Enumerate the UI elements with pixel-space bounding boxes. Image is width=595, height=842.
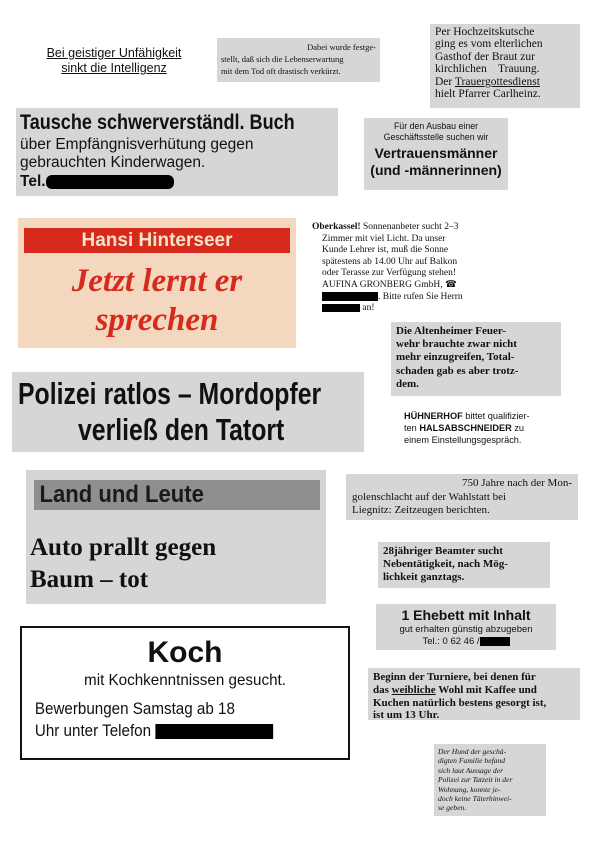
- clip-text: wehr brauchte zwar nicht: [396, 338, 517, 351]
- red-banner: [24, 228, 290, 253]
- redaction-bar: [46, 175, 174, 189]
- clip-text: stellt, daß sich die Lebenserwartung: [221, 54, 344, 64]
- clipping-hund: [434, 744, 546, 816]
- clip-text: Für den Ausbau einer: [393, 121, 479, 131]
- clip-text: AUFINA GRONBERG GmbH, ☎: [322, 279, 457, 290]
- clip-headline: Auto prallt gegen: [30, 534, 217, 561]
- redaction-bar: [155, 724, 273, 739]
- clip-text-underlined: Trauergottesdienst: [454, 75, 540, 88]
- clipping-huehnerhof: [404, 410, 584, 454]
- clip-headline: verließ den Tatort: [78, 412, 285, 447]
- clip-text: bittet qualifizier-: [465, 411, 530, 421]
- clip-text-bold: HALSABSCHNEIDER: [419, 423, 512, 433]
- clip-text: gebrauchten Kinderwagen.: [20, 154, 206, 171]
- clip-text: sich laut Aussage der: [438, 765, 504, 775]
- clip-headline: sprechen: [95, 302, 219, 338]
- clip-text: mit Kochkenntnissen gesucht.: [84, 672, 286, 689]
- clipping-polizei-ratlos: [12, 372, 364, 452]
- clip-text: Die Altenheimer Feuer-: [396, 325, 506, 337]
- clip-text: Nebentätigkeit, nach Mög-: [383, 558, 508, 571]
- clip-text: Gasthof der Braut zur: [435, 50, 535, 63]
- clipping-vertrauensmaenner: [364, 118, 508, 190]
- clip-text: ging es vom elterlichen: [435, 38, 543, 51]
- clip-text: Bewerbungen Samstag ab 18: [34, 700, 235, 718]
- clip-text: gut erhalten günstig abzugeben: [399, 624, 533, 635]
- clip-text: Zimmer mit viel Licht. Da unser: [322, 233, 446, 244]
- clip-text: über Empfängnisverhütung gegen: [20, 136, 254, 153]
- clipping-turniere: [368, 668, 580, 720]
- grey-banner: [34, 480, 320, 510]
- redaction-bar: [322, 292, 378, 301]
- clipping-feuerwehr: [391, 322, 561, 396]
- clip-text: dem.: [396, 377, 419, 390]
- clip-text: Polizei zur Tatzeit in der: [438, 775, 513, 785]
- clip-headline: 1 Ehebett mit Inhalt: [401, 607, 531, 623]
- clip-text: Wohl mit Kaffee und: [438, 683, 537, 696]
- clipping-hinterseer: [18, 218, 296, 348]
- clipping-koch: [20, 626, 350, 760]
- clip-text: kirchlichen Trauung.: [435, 63, 540, 76]
- clipping-lebenserwartung: [217, 38, 380, 82]
- redaction-bar: [480, 637, 510, 646]
- clipping-intelligence: [34, 46, 194, 86]
- clip-text: Kuchen natürlich bestens gesorgt ist,: [373, 696, 547, 709]
- clip-text: lichkeit ganztags.: [383, 571, 465, 584]
- clip-text: spätestens ab 14.00 Uhr auf Balkon: [322, 256, 458, 267]
- clipping-hochzeitskutsche: [430, 24, 580, 108]
- clip-text: Wohnung, konnte je-: [438, 784, 501, 794]
- clip-text: Kunde Lehrer ist, muß die Sonne: [322, 245, 449, 256]
- clip-text-bold: Oberkassel!: [312, 222, 361, 232]
- clip-text: doch keine Täterhinwei-: [438, 794, 512, 804]
- clip-text-bold: (und -männerinnen): [370, 162, 502, 178]
- clip-text: zu: [514, 423, 525, 433]
- clipping-ehebett: [376, 604, 556, 650]
- clip-text: Der Hund der geschä-: [438, 747, 507, 756]
- clipping-beamter: [378, 542, 550, 588]
- clip-text: 28jähriger Beamter sucht: [383, 545, 503, 557]
- clip-headline: Polizei ratlos – Mordopfer: [18, 376, 322, 411]
- clip-text: einem Einstellungsgespräch.: [404, 435, 522, 445]
- clip-text: Sonnenanbeter sucht 2–3: [362, 222, 459, 232]
- clip-text: Liegnitz: Zeitzeugen berichten.: [352, 504, 490, 516]
- clip-text: Per Hochzeitskutsche: [435, 26, 535, 38]
- clip-text: oder Terasse zur Verfügung stehen!: [322, 268, 457, 279]
- clip-text: hielt Pfarrer Carlheinz.: [435, 88, 541, 101]
- clipping-mongolenschlacht: [346, 474, 578, 520]
- clip-text: Tel.: [20, 173, 46, 190]
- clip-text: Beginn der Turniere, bei denen für: [373, 671, 536, 683]
- clip-headline: Tausche schwerverständl. Buch: [20, 111, 295, 134]
- clip-text: golenschlacht auf der Wahlstatt bei: [352, 490, 507, 503]
- clip-text: das: [373, 683, 389, 696]
- clip-text: Bei geistiger Unfähigkeit: [46, 46, 182, 60]
- clipping-kinderwagen: [16, 108, 338, 196]
- clip-text: mit dem Tod oft drastisch verkürzt.: [221, 66, 341, 76]
- clip-text: an!: [362, 303, 375, 314]
- clip-text: digten Familie befand: [438, 756, 506, 766]
- clip-text: Dabei wurde festge-: [307, 42, 376, 52]
- clipping-land-und-leute: [26, 470, 326, 604]
- clip-headline: Baum – tot: [30, 566, 149, 593]
- clipping-oberkassel: [312, 222, 584, 318]
- clip-text: mehr einzugreifen, Total-: [396, 351, 515, 364]
- clip-text: se geben.: [438, 803, 467, 813]
- clip-text-underlined: weibliche: [391, 683, 436, 696]
- clip-text: Der: [435, 75, 453, 88]
- banner-text: Land und Leute: [39, 481, 204, 508]
- clip-text: Uhr unter Telefon: [34, 722, 152, 740]
- clip-headline: Jetzt lernt er: [71, 263, 243, 299]
- clip-text: . Bitte rufen Sie Herrn: [378, 291, 463, 302]
- clip-text: ist um 13 Uhr.: [373, 709, 440, 720]
- banner-text: Hansi Hinterseer: [81, 230, 233, 251]
- clip-text-bold: HÜHNERHOF: [404, 411, 463, 421]
- redaction-bar: [322, 304, 360, 313]
- clip-text: Geschäftsstelle suchen wir: [383, 132, 489, 142]
- clip-text-bold: Vertrauensmänner: [374, 145, 498, 161]
- clip-text: schaden gab es aber trotz-: [396, 364, 519, 377]
- clip-text: Tel.: 0 62 46 /: [422, 636, 480, 647]
- clip-headline: Koch: [147, 636, 223, 669]
- clip-text: ten: [404, 423, 417, 433]
- clip-text: sinkt die Intelligenz: [61, 61, 167, 75]
- clip-text: 750 Jahre nach der Mon-: [462, 477, 572, 489]
